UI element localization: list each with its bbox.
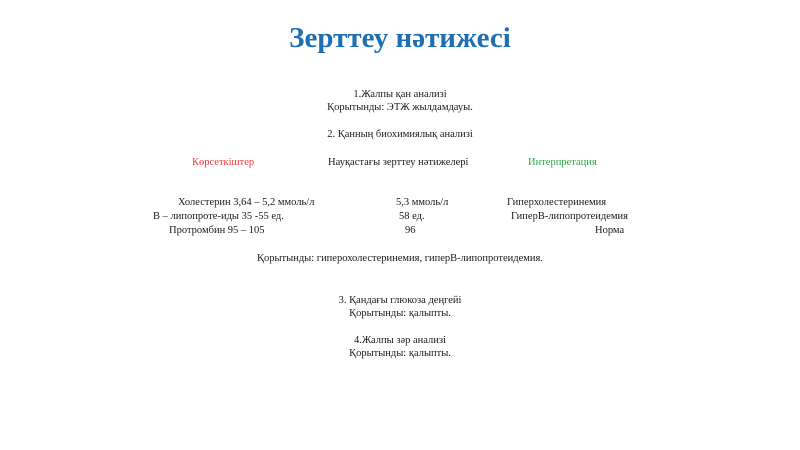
column-header-interpretation: Интерпретация: [528, 157, 597, 168]
column-header-results: Науқастағы зерттеу нәтижелері: [328, 157, 469, 168]
table-row-1-result: 58 ед.: [399, 211, 425, 222]
section3-heading: 3. Қандағы глюкоза деңгейі: [338, 295, 462, 306]
slide-title: Зерттеу нәтижесі: [289, 22, 511, 54]
section1-conclusion: Қорытынды: ЭТЖ жылдамдауы.: [327, 102, 473, 113]
section1-heading: 1.Жалпы қан анализі: [353, 89, 447, 100]
table-row-2-interpretation: Норма: [595, 225, 625, 236]
table-row-1-indicator: В – липопроте-иды 35 -55 ед.: [153, 211, 284, 222]
column-header-indicators: Көрсеткіштер: [192, 157, 255, 168]
section2-heading: 2. Қанның биохимиялық анализі: [327, 129, 473, 140]
section4-conclusion: Қорытынды: қалыпты.: [349, 348, 451, 359]
table-row-2-result: 96: [405, 225, 416, 236]
table-row-0-interpretation: Гиперхолестеринемия: [507, 197, 607, 208]
table-row-0-indicator: Холестерин 3,64 – 5,2 ммоль/л: [178, 197, 315, 208]
table-row-1-interpretation: ГиперВ-липопротеидемия: [511, 211, 628, 222]
section3-conclusion: Қорытынды: қалыпты.: [349, 308, 451, 319]
section2-conclusion: Қорытынды: гиперохолестеринемия, гиперВ-липопротеидемия.: [257, 253, 543, 264]
table-row-2-indicator: Протромбин 95 – 105: [169, 225, 265, 236]
section4-heading: 4.Жалпы зәр анализі: [354, 335, 446, 346]
table-row-0-result: 5,3 ммоль/л: [396, 197, 449, 208]
